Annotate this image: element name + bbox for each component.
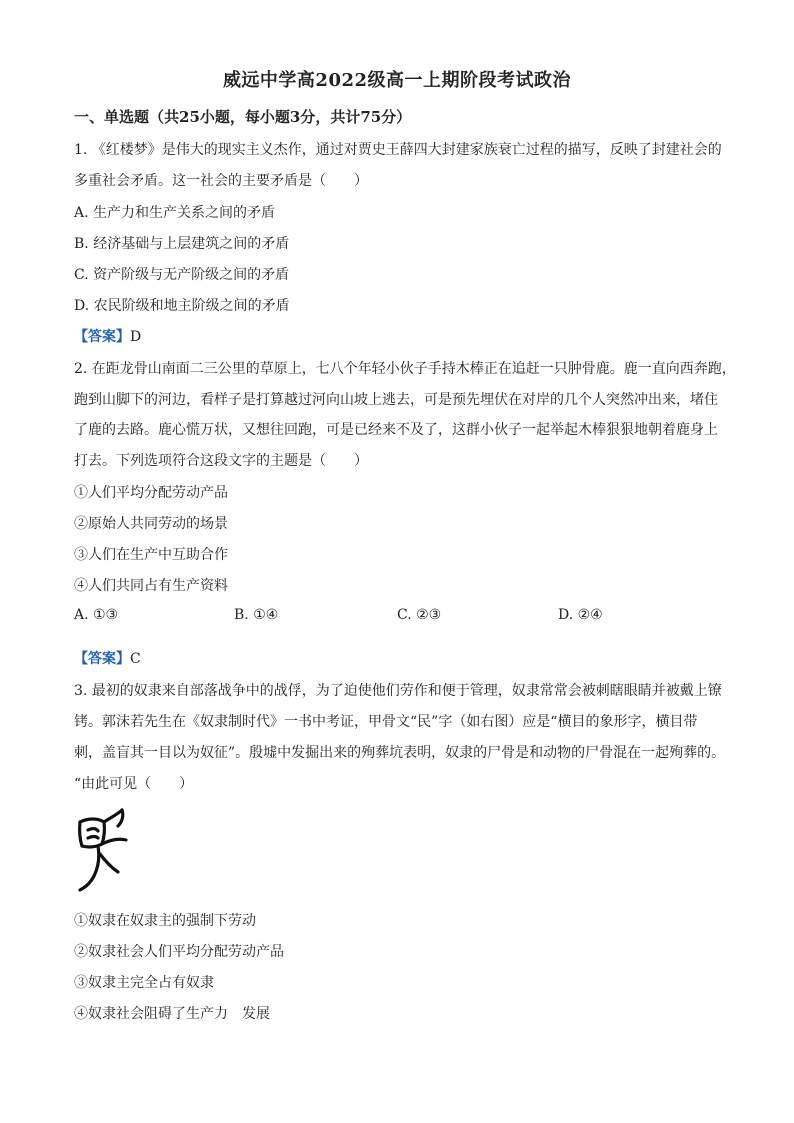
q2-choice-b: B. ①④ <box>234 607 279 623</box>
q3-stem-line-1: 3. 最初的奴隶来自部落战争中的战俘，为了迫使他们劳作和便于管理，奴隶常常会被刺瞎眼睛并被戴上镣 <box>74 683 722 699</box>
q3-item-2: ②奴隶社会人们平均分配劳动产品 <box>74 944 284 960</box>
q1-answer <box>74 327 141 347</box>
answer-label: 【答案】 <box>74 329 130 345</box>
q2-item-2: ②原始人共同劳动的场景 <box>74 516 228 532</box>
q3-item-4: ④奴隶社会阻碍了生产力 发展 <box>74 1006 270 1022</box>
q1-option-b: B. 经济基础与上层建筑之间的矛盾 <box>74 236 290 252</box>
q2-choice-d: D. ②④ <box>558 607 603 623</box>
q1-answer-value: D <box>130 329 142 345</box>
q1-stem-line-1: 1. 《红楼梦》是伟大的现实主义杰作，通过对贾史王薛四大封建家族衰亡过程的描写，反映了封建社会的 <box>74 142 722 158</box>
answer-label: 【答案】 <box>74 651 130 667</box>
q2-choice-a: A. ①③ <box>74 607 119 623</box>
q2-choice-c: C. ②③ <box>397 607 442 623</box>
q1-option-d: D. 农民阶级和地主阶级之间的矛盾 <box>74 298 290 314</box>
q2-stem-line-4: 打去。下列选项符合这段文字的主题是（ ） <box>74 453 368 469</box>
q3-stem-line-4: “由此可见（ ） <box>74 776 194 792</box>
q2-item-1: ①人们平均分配劳动产品 <box>74 485 228 501</box>
q1-option-a: A. 生产力和生产关系之间的矛盾 <box>74 205 276 221</box>
q2-stem-line-2: 跑到山脚下的河边，看样子是打算越过河向山坡上逃去，可是预先埋伏在对岸的几个人突然冲出来，堵住 <box>74 392 718 408</box>
q3-item-3: ③奴隶主完全占有奴隶 <box>74 975 214 991</box>
q2-stem-line-3: 了鹿的去路。鹿心慌万状，又想往回跑，可是已经来不及了，这群小伙子一起举起木棒狠狠地朝着鹿身上 <box>74 422 718 438</box>
q1-stem-line-2: 多重社会矛盾。这一社会的主要矛盾是（ ） <box>74 173 368 189</box>
q3-stem-line-3: 刺，盖盲其一目以为奴征”。殷墟中发掘出来的殉葬坑表明，奴隶的尸骨是和动物的尸骨混在一起殉葬的。 <box>74 745 726 761</box>
q2-item-4: ④人们共同占有生产资料 <box>74 578 228 594</box>
q2-item-3: ③人们在生产中互助合作 <box>74 547 228 563</box>
q1-option-c: C. 资产阶级与无产阶级之间的矛盾 <box>74 267 290 283</box>
q3-stem-line-2: 铐。郭沫若先生在《奴隶制时代》一书中考证，甲骨文“民”字（如右图）应是“横目的象形字，横目带 <box>74 714 698 730</box>
q2-choices <box>74 607 694 627</box>
exam-title: 威远中学高2022级高一上期阶段考试政治 <box>222 70 572 91</box>
q2-stem-line-1: 2. 在距龙骨山南面二三公里的草原上，七八个年轻小伙子手持木棒正在追赶一只肿骨鹿。鹿一直向西奔跑， <box>74 361 736 377</box>
q3-item-1: ①奴隶在奴隶主的强制下劳动 <box>74 913 256 929</box>
q2-answer-value: C <box>130 651 141 667</box>
oracle-bone-min-glyph <box>74 806 134 898</box>
section-heading: 一、单选题（共25小题，每小题3分，共计75分） <box>74 108 412 126</box>
q2-answer <box>74 649 141 669</box>
